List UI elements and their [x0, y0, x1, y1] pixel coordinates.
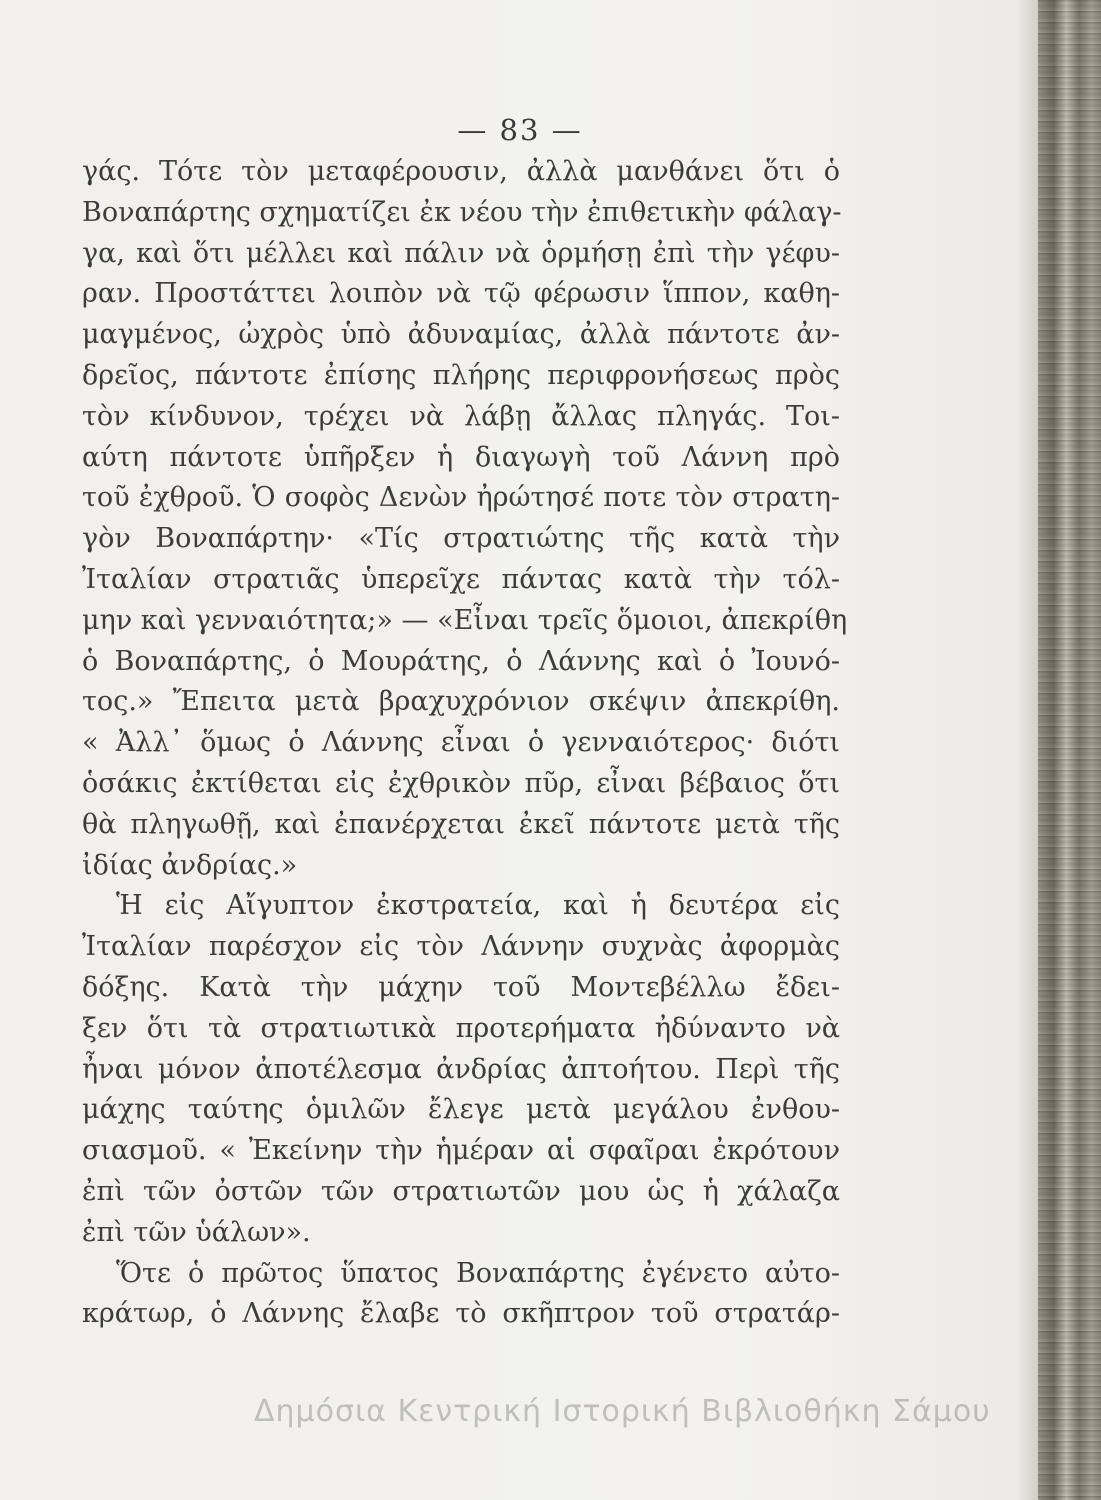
page-text-body: [82, 152, 848, 1335]
book-page-edges: [1038, 0, 1101, 1500]
text-line: μην καὶ γενναιότητα;» — «Εἶναι τρεῖς ὅμοιοι, ἀπεκρίθη: [82, 604, 848, 636]
text-line: τοῦ ἐχθροῦ. Ὁ σοφὸς Δενὼν ἠρώτησέ ποτε τὸν στρατη-: [82, 482, 840, 514]
text-line: δρεῖος, πάντοτε ἐπίσης πλήρης περιφρονήσεως πρὸς: [82, 359, 840, 391]
text-line: ραν. Προστάττει λοιπὸν νὰ τῷ φέρωσιν ἵππον, καθη-: [82, 278, 840, 310]
text-line: ὁσάκις ἐκτίθεται εἰς ἐχθρικὸν πῦρ, εἶναι βέβαιος ὅτι: [82, 767, 840, 799]
text-line: ὁ Βοναπάρτης, ὁ Μουράτης, ὁ Λάννης καὶ ὁ Ἰουνό-: [82, 645, 840, 677]
text-line: ἐπὶ τῶν ὀστῶν τῶν στρατιωτῶν μου ὡς ἡ χάλαζα: [82, 1175, 840, 1207]
text-line: Βοναπάρτης σχηματίζει ἐκ νέου τὴν ἐπιθετικὴν φάλαγ-: [82, 196, 842, 228]
text-line: κράτωρ, ὁ Λάννης ἔλαβε τὸ σκῆπτρον τοῦ στρατάρ-: [82, 1298, 840, 1330]
text-line: « Ἀλλ᾽ ὅμως ὁ Λάννης εἶναι ὁ γενναιότερος· διότι: [82, 727, 840, 759]
text-line: μάχης ταύτης ὁμιλῶν ἔλεγε μετὰ μεγάλου ἐνθου-: [82, 1094, 840, 1126]
text-line: Ἰταλίαν παρέσχον εἰς τὸν Λάννην συχνὰς ἀφορμὰς: [82, 931, 840, 963]
text-line: σιασμοῦ. « Ἐκείνην τὴν ἡμέραν αἱ σφαῖραι ἐκρότουν: [82, 1135, 840, 1167]
text-line: δόξης. Κατὰ τὴν μάχην τοῦ Μοντεβέλλω ἔδει-: [82, 971, 840, 1003]
text-line: ἐπὶ τῶν ὑάλων».: [82, 1216, 311, 1248]
text-line: γα, καὶ ὅτι μέλλει καὶ πάλιν νὰ ὁρμήσῃ ἐπὶ τὴν γέφυ-: [82, 237, 840, 269]
text-line: Ἰταλίαν στρατιᾶς ὑπερεῖχε πάντας κατὰ τὴν τόλ-: [82, 563, 840, 595]
text-line: τος.» Ἔπειτα μετὰ βραχυχρόνιον σκέψιν ἀπεκρίθη.: [82, 686, 840, 718]
text-line: γὸν Βοναπάρτην· «Τίς στρατιώτης τῆς κατὰ τὴν: [82, 523, 840, 555]
library-watermark: Δημόσια Κεντρική Ιστορική Βιβλιοθήκη Σάμου: [254, 1394, 991, 1429]
text-line: θὰ πληγωθῇ, καὶ ἐπανέρχεται ἐκεῖ πάντοτε μετὰ τῆς: [82, 808, 840, 840]
text-line: ξεν ὅτι τὰ στρατιωτικὰ προτερήματα ἠδύναντο νὰ: [82, 1012, 840, 1044]
text-line: ἰδίας ἀνδρίας.»: [82, 849, 298, 881]
text-line: μαγμένος, ὠχρὸς ὑπὸ ἀδυναμίας, ἀλλὰ πάντοτε ἀν-: [82, 319, 840, 351]
text-line: τὸν κίνδυνον, τρέχει νὰ λάβῃ ἄλλας πληγάς. Τοι-: [82, 400, 840, 432]
paragraph-first-line: Ὅτε ὁ πρῶτος ὕπατος Βοναπάρτης ἐγένετο αὐτο-: [116, 1257, 840, 1289]
text-line: γάς. Τότε τὸν μεταφέρουσιν, ἀλλὰ μανθάνει ὅτι ὁ: [82, 156, 840, 187]
page-number: — 83 —: [457, 113, 583, 147]
text-line: αύτη πάντοτε ὑπῆρξεν ἡ διαγωγὴ τοῦ Λάννη πρὸ: [82, 441, 840, 473]
text-line: ἦναι μόνον ἀποτέλεσμα ἀνδρίας ἀπτοήτου. Περὶ τῆς: [82, 1053, 840, 1085]
paragraph-first-line: Ἡ εἰς Αἴγυπτον ἐκστρατεία, καὶ ἡ δευτέρα εἰς: [116, 890, 840, 922]
